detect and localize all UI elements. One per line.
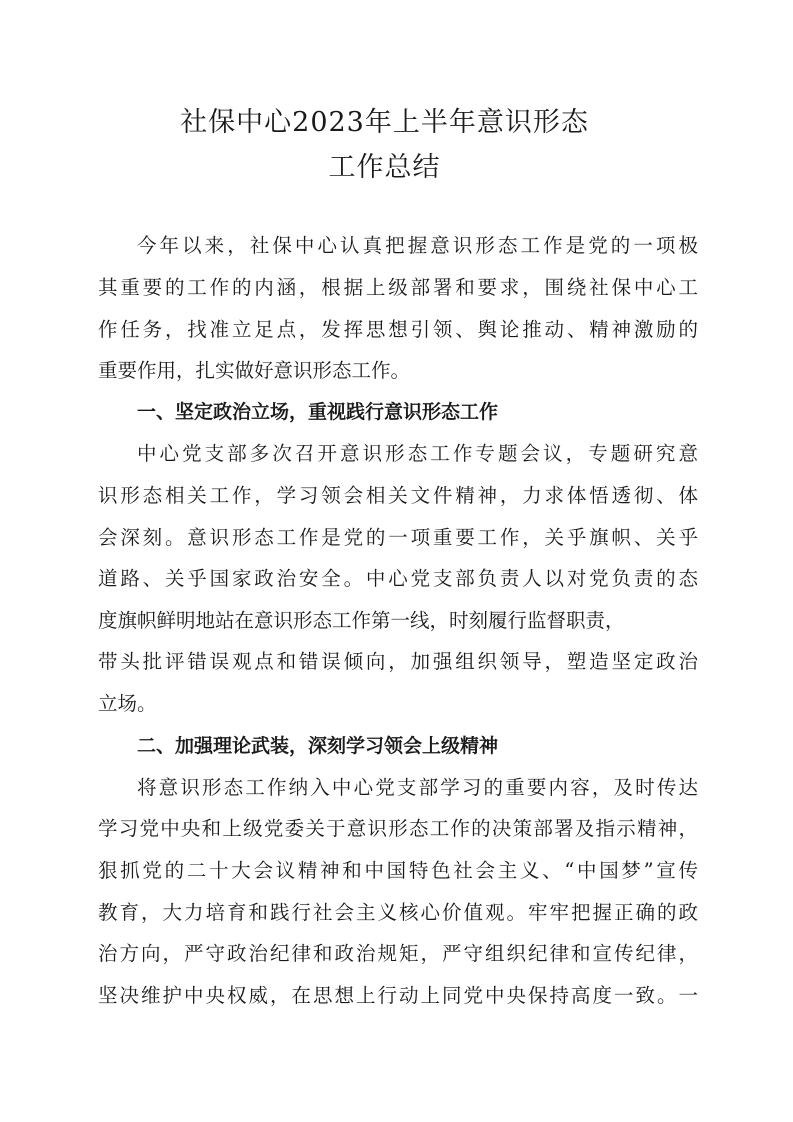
paragraph-line: 道路、关乎国家政治安全。中心党支部负责人以对党负责的态 (98, 567, 698, 590)
paragraph-line: 坚决维护中央权威，在思想上行动上同党中央保持高度一致。一 (98, 984, 698, 1007)
paragraph-line: 作任务，找准立足点，发挥思想引领、舆论推动、精神激励的 (98, 318, 698, 341)
paragraph-line: 学习党中央和上级党委关于意识形态工作的决策部署及指示精神， (98, 817, 698, 840)
document-title-line-1: 社保中心2023年上半年意识形态 (180, 107, 589, 138)
paragraph-line: 会深刻。意识形态工作是党的一项重要工作，关乎旗帜、关乎 (98, 526, 698, 549)
paragraph-line: 治方向，严守政治纪律和政治规矩，严守组织纪律和宣传纪律， (98, 942, 698, 965)
paragraph-line: 重要作用，扎实做好意识形态工作。 (98, 359, 411, 382)
paragraph-line: 教育，大力培育和践行社会主义核心价值观。牢牢把握正确的政 (98, 901, 698, 924)
paragraph-line: 今年以来，社保中心认真把握意识形态工作是党的一项极 (137, 234, 698, 257)
section-heading-1: 一、坚定政治立场，重视践行意识形态工作 (137, 401, 499, 423)
document-title-line-2: 工作总结 (328, 152, 441, 183)
paragraph-line: 将意识形态工作纳入中心党支部学习的重要内容，及时传达 (137, 776, 698, 799)
section-heading-2: 二、加强理论武装，深刻学习领会上级精神 (137, 735, 499, 757)
paragraph-line: 立场。 (98, 692, 157, 715)
paragraph-line: 其重要的工作的内涵，根据上级部署和要求，围绕社保中心工 (98, 276, 698, 299)
paragraph-line: 度旗帜鲜明地站在意识形态工作第一线，时刻履行监督职责， (98, 609, 625, 632)
paragraph-line: 识形态相关工作，学习领会相关文件精神，力求体悟透彻、体 (98, 484, 698, 507)
paragraph-line: 狠抓党的二十大会议精神和中国特色社会主义、“中国梦”宣传 (98, 859, 698, 882)
paragraph-line: 带头批评错误观点和错误倾向，加强组织领导，塑造坚定政治 (98, 650, 698, 673)
paragraph-line: 中心党支部多次召开意识形态工作专题会议，专题研究意 (137, 442, 698, 465)
